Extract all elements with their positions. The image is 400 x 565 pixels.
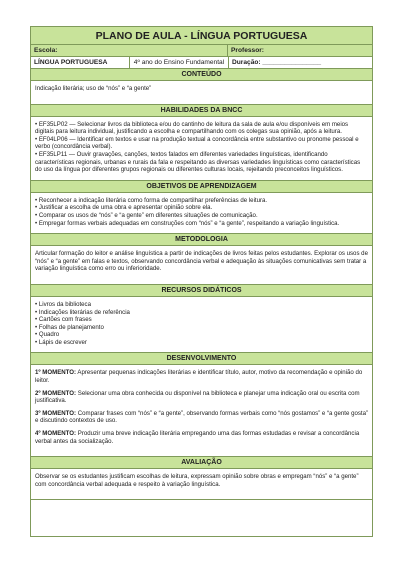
bncc-body (31, 117, 372, 180)
momento-text: Comparar frases com “nós” e “a gente”, observando formas verbais como “nós gostamos” e “a gente gosta” e discutindo contextos de uso. (35, 409, 369, 425)
section-heading-avaliacao: AVALIAÇÃO (31, 456, 372, 469)
bncc-item: • EF35LP11 — Ouvir gravações, canções, textos falados em diferentes variedades linguísticas, identificando características regionais, urbanas e rurais da fala e respeitando as diversas variedades linguísticas como características do uso da língua por diferentes grupos regionais ou diferentes culturas locais, rejeitando preconceitos linguísticos. (35, 151, 368, 174)
section-heading-conteudo: CONTEÚDO (31, 69, 372, 81)
momento-label: 3º MOMENTO: (35, 409, 77, 417)
recurso-item: • Quadro (35, 331, 368, 339)
momento-text: Selecionar uma obra conhecida ou disponível na biblioteca e planejar uma indicação oral ou escrita com justificativa. (35, 389, 360, 405)
recurso-item: • Lápis de escrever (35, 339, 368, 347)
momento-label: 4º MOMENTO: (35, 430, 77, 438)
objetivo-item: • Justificar a escolha de uma obra e apresentar opinião sobre ela. (35, 204, 368, 212)
recursos-list (35, 301, 368, 347)
objetivos-body (31, 193, 372, 233)
conteudo-text: Indicação literária; uso de “nós” e “a gente” (35, 85, 152, 92)
desenvolvimento-body (31, 365, 372, 456)
recurso-item: • Folhas de planejamento (35, 324, 368, 332)
header-row-1 (31, 45, 372, 57)
header-row-2 (31, 57, 372, 69)
objetivos-list (35, 197, 368, 227)
blank-area (31, 499, 372, 536)
metodologia-text: Articular formação do leitor e análise linguística a partir de indicações de livros feitas pelos estudantes. Explorar os usos de “nós” e “a gente” em falas e textos, observando concordância verbal e adequação às situações comunicativas sem tratar a variação linguística como erro ou inferioridade. (35, 250, 368, 273)
duracao-field[interactable]: Duração: ________________ (232, 59, 322, 66)
recurso-item: • Indicações literárias de referência (35, 309, 368, 317)
avaliacao-body (31, 469, 372, 499)
momento-4 (35, 430, 368, 445)
momento-text: Produzir uma breve indicação literária empregando uma das formas estudadas e revisar a concordância verbal antes da socialização. (35, 430, 360, 445)
section-heading-recursos: RECURSOS DIDÁTICOS (31, 284, 372, 297)
bncc-list (35, 121, 368, 174)
momento-text: Apresentar pequenas indicações literárias e identificar título, autor, motivo da recomendação e opinião do leitor. (35, 369, 363, 385)
momento-label: 2º MOMENTO: (35, 389, 77, 397)
objetivo-item: • Empregar formas verbais adequadas em construções com “nós” e “a gente”, respeitando a variação linguística. (35, 220, 368, 228)
section-heading-objetivos: OBJETIVOS DE APRENDIZAGEM (31, 180, 372, 193)
recurso-item: • Livros da biblioteca (35, 301, 368, 309)
disciplina-label: LÍNGUA PORTUGUESA (31, 57, 130, 68)
objetivo-item: • Comparar os usos de “nós” e “a gente” em diferentes situações de comunicação. (35, 212, 368, 220)
section-heading-bncc: HABILIDADES DA BNCC (31, 104, 372, 117)
section-heading-metodologia: METODOLOGIA (31, 233, 372, 246)
conteudo-body (31, 81, 372, 104)
recurso-item: • Cartões com frases (35, 316, 368, 324)
recursos-body (31, 297, 372, 353)
momento-label: 1º MOMENTO: (35, 369, 77, 377)
professor-field[interactable]: Professor: (228, 45, 372, 56)
section-heading-desenvolvimento: DESENVOLVIMENTO (31, 352, 372, 365)
momento-1 (35, 369, 368, 384)
escola-field[interactable]: Escola: (31, 45, 228, 56)
bncc-item: • EF04LP06 — Identificar em textos e usar na produção textual a concordância entre substantivo ou pronome pessoal e verbo (concordância verbal). (35, 136, 368, 151)
objetivo-item: • Reconhecer a indicação literária como forma de compartilhar preferências de leitura. (35, 197, 368, 205)
metodologia-body (31, 246, 372, 284)
bncc-item: • EF35LP02 — Selecionar livros da biblioteca e/ou do cantinho de leitura da sala de aula e/ou disponíveis em meios digitais para leitura individual, justificando a escolha e compartilhando com os colegas sua opinião, após a leitura. (35, 121, 368, 136)
document-title: PLANO DE AULA - LÍNGUA PORTUGUESA (31, 27, 372, 45)
momento-2 (35, 390, 368, 405)
lesson-plan-document (30, 26, 373, 537)
ano-label: 4º ano do Ensino Fundamental (130, 57, 229, 68)
avaliacao-text: Observar se os estudantes justificam escolhas de leitura, expressam opinião sobre obras e empregam “nós” e “a gente” com concordância verbal adequada e respeito à variação linguística. (35, 473, 359, 488)
momento-3 (35, 410, 368, 425)
